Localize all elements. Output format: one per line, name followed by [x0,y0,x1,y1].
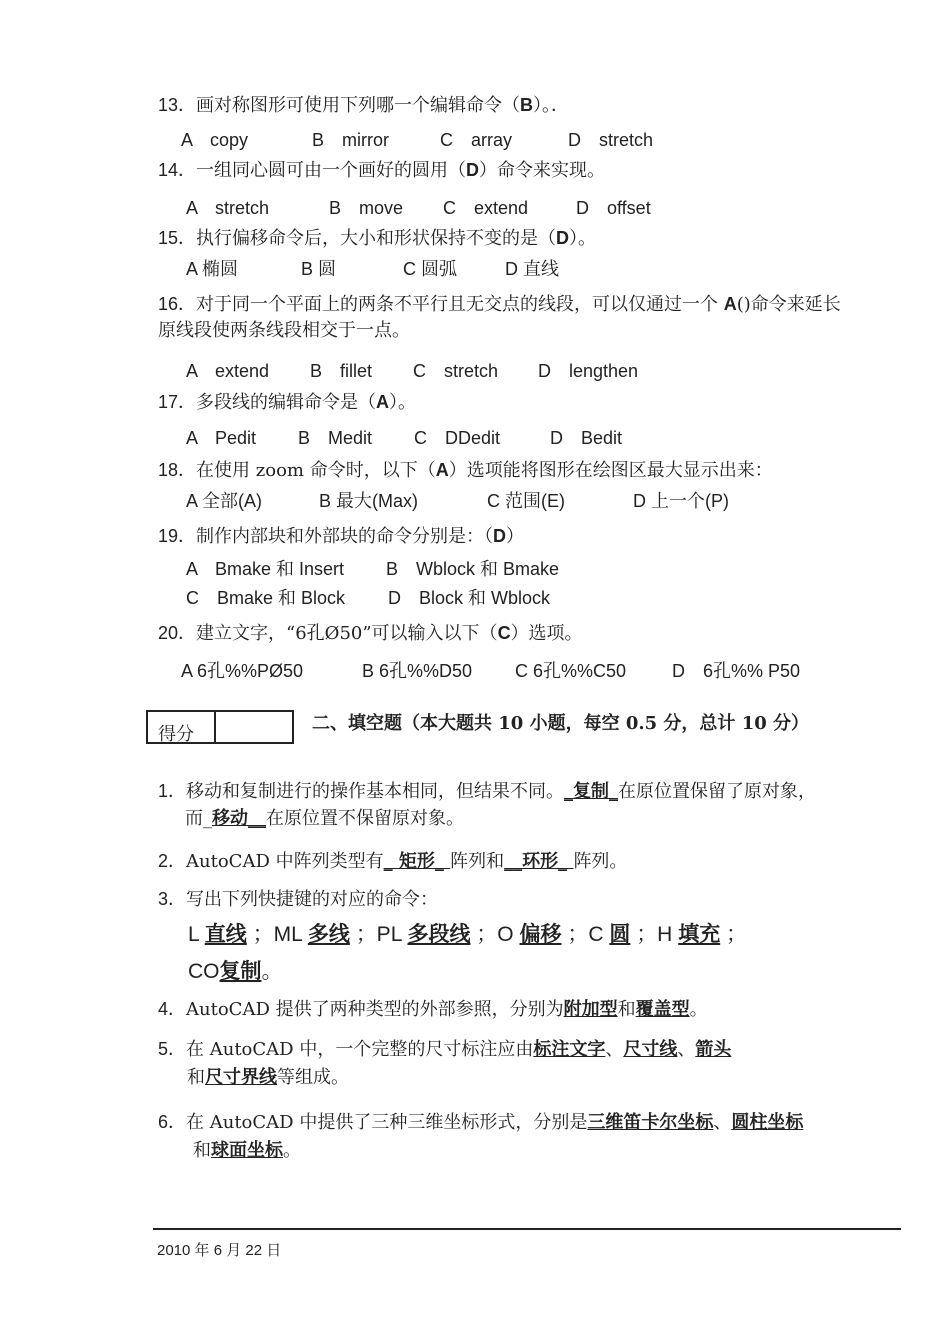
blank: 标注文字 [533,1039,606,1060]
answer: A [435,460,449,480]
option-b: B 圆 [301,259,337,279]
blank: 复制 [219,959,262,983]
blank: 移动__ [212,808,266,829]
blank: 圆柱坐标 [731,1112,804,1133]
answer: D [556,228,570,248]
blank: 尺寸界线 [205,1067,277,1088]
option-a: A 椭圆 [186,259,239,279]
score-box [146,710,294,744]
footer-divider [153,1228,901,1230]
option-b: B 6孔%%D50 [362,661,473,681]
option-c: C 圆弧 [403,259,457,279]
fill-5-line2: 和尺寸界线等组成。 [187,1067,349,1088]
fill-1-line2: 而_移动__在原位置不保留原对象。 [185,808,464,829]
footer-date: 2010 年 6 月 22 日 [157,1242,282,1259]
option-d: D 直线 [505,259,559,279]
blank: 尺寸线 [623,1039,678,1060]
blank: _复制_ [564,781,619,802]
option-d: D lengthen [538,361,639,381]
option-a: A copy [181,130,249,150]
blank: 箭头 [695,1039,732,1060]
question-13: 13．画对称图形可使用下列哪一个编辑命令（B）。． [158,95,570,116]
fill-1: 1．移动和复制进行的操作基本相同，但结果不同。_复制_在原位置保留了原对象， [158,781,817,802]
option-a: A Pedit [186,428,257,448]
option-a: A extend [186,361,270,381]
fill-3-shortcuts-line2: CO复制。 [188,959,283,983]
option-d: D Block 和 Wblock [388,588,551,608]
option-b: B fillet [310,361,373,381]
question-14: 14．一组同心圆可由一个画好的圆用（D）命令来实现。 [158,160,606,181]
blank: _ 矩形_ [383,851,451,872]
option-c: C 范围(E) [487,491,565,511]
option-b: B 最大(Max) [319,491,418,511]
fill-3: 3．写出下列快捷键的对应的命令： [158,889,439,910]
answer: B [520,95,534,115]
option-b: B Wblock 和 Bmake [386,559,560,579]
option-a: A 6孔%%PØ50 [181,661,304,681]
blank: 附加型 [563,999,618,1020]
option-c: C stretch [413,361,499,381]
option-c: C DDedit [414,428,501,448]
blank: 直线 [204,922,247,946]
fill-4: 4．AutoCAD 提供了两种类型的外部参照，分别为附加型和覆盖型。 [158,999,708,1020]
question-17: 17．多段线的编辑命令是（A）。 [158,392,417,413]
blank: 覆盖型 [635,999,690,1020]
score-divider [214,712,216,742]
fill-2: 2．AutoCAD 中阵列类型有_ 矩形_ 阵列和__环形_ 阵列。 [158,851,628,872]
blank: 填充 [678,922,721,946]
blank: 三维笛卡尔坐标 [587,1112,714,1133]
blank: 圆 [609,922,631,946]
option-a: A stretch [186,198,270,218]
option-d: D 6孔%% P50 [672,661,801,681]
fill-6: 6．在 AutoCAD 中提供了三种三维坐标形式，分别是三维笛卡尔坐标、圆柱坐标 [158,1112,804,1133]
option-c: C extend [443,198,529,218]
option-b: B mirror [312,130,389,150]
blank: 球面坐标 [211,1140,283,1161]
question-20: 20．建立文字，“6孔Ø50”可以输入以下（C）选项。 [158,623,583,644]
option-d: D Bedit [550,428,623,448]
blank: 偏移 [519,922,562,946]
fill-5: 5．在 AutoCAD 中，一个完整的尺寸标注应由标注文字、尺寸线、箭头 [158,1039,732,1060]
question-15: 15．执行偏移命令后，大小和形状保持不变的是（D）。 [158,228,597,249]
blank: 多段线 [407,922,471,946]
blank: __环形_ [504,851,574,872]
score-label: 得分 [158,724,194,745]
blank: 多线 [307,922,350,946]
option-d: D stretch [568,130,654,150]
answer: D [493,526,507,546]
option-c: C Bmake 和 Block [186,588,346,608]
question-16: 16．对于同一个平面上的两条不平行且无交点的线段，可以仅通过一个 A()命令来延长 [158,294,841,315]
section-2-title: 二、填空题（本大题共 10 小题，每空 0.5 分，总计 10 分） [312,713,810,734]
option-b: B move [329,198,404,218]
fill-6-line2: 和球面坐标。 [193,1140,301,1161]
question-19: 19．制作内部块和外部块的命令分别是：（D） [158,526,525,547]
question-16-line2: 原线段使两条线段相交于一点。 [158,320,410,341]
answer: D [466,160,480,180]
answer: A [376,392,390,412]
question-18: 18．在使用 zoom 命令时，以下（A）选项能将图形在绘图区最大显示出来： [158,460,773,481]
option-a: A 全部(A) [186,491,263,511]
option-b: B Medit [298,428,373,448]
option-c: C 6孔%%C50 [515,661,627,681]
option-d: D offset [576,198,651,218]
option-c: C array [440,130,513,150]
option-a: A Bmake 和 Insert [186,559,345,579]
answer: A [723,294,737,314]
fill-3-shortcuts: L 直线 ；ML 多线 ；PL 多段线 ；O 偏移 ；C 圆 ；H 填充 ； [188,922,748,946]
option-d: D 上一个(P) [633,491,729,511]
answer: C [497,623,511,643]
